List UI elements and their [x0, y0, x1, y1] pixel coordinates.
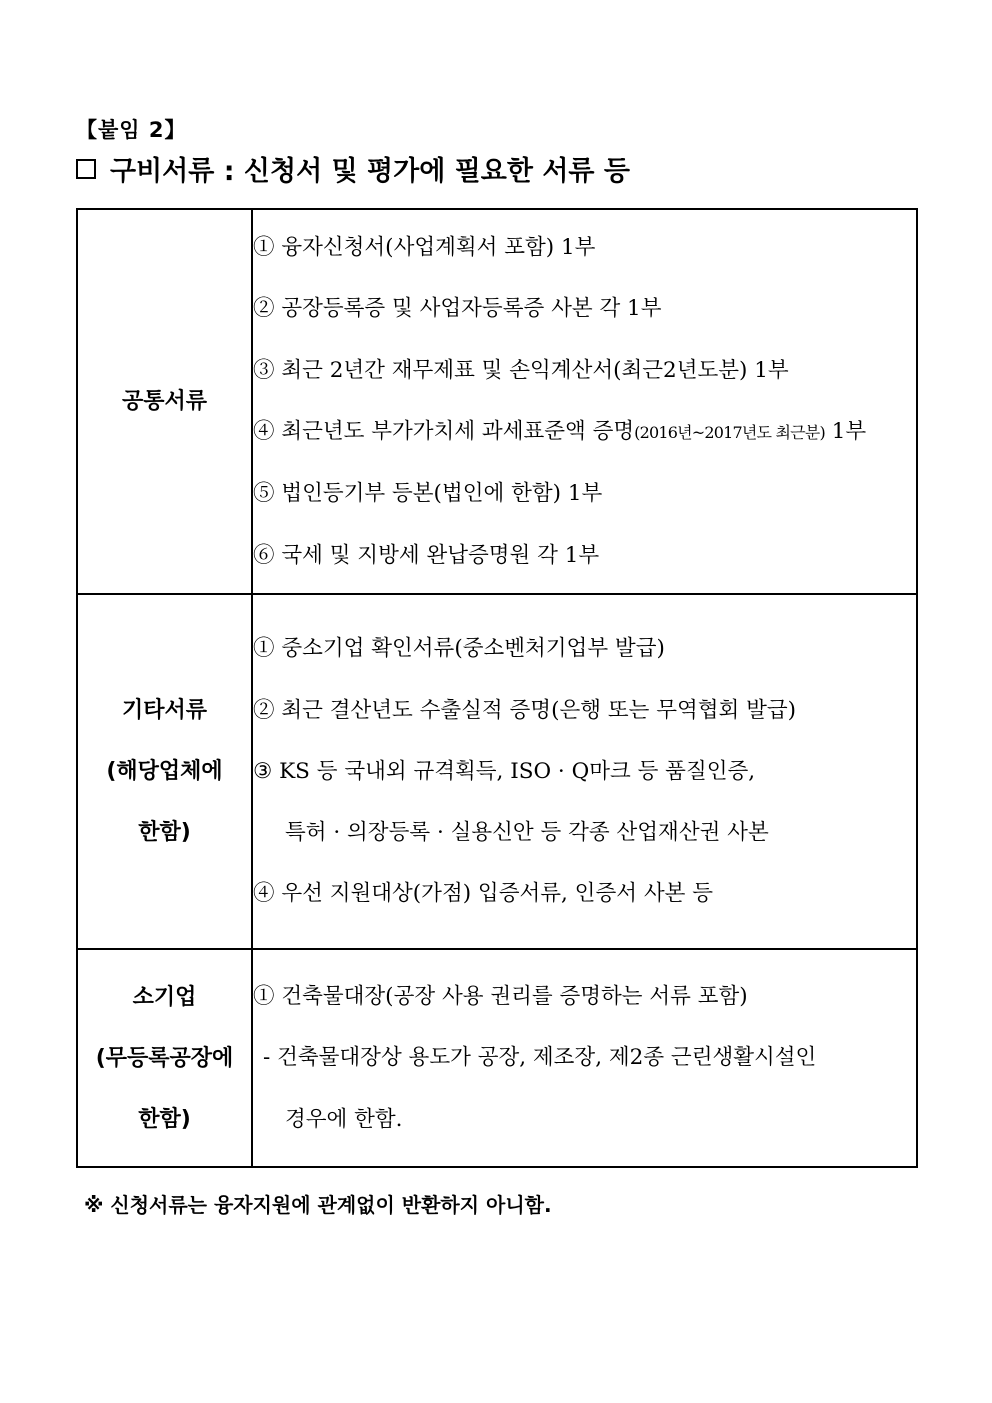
- list-item-note: - 건축물대장상 용도가 공장, 제조장, 제2종 근린생활시설인: [263, 1045, 817, 1071]
- label-line: 공통서류: [121, 389, 207, 414]
- list-item: ① 융자신청서(사업계획서 포함) 1부: [253, 235, 596, 261]
- list-item-small-text: (2016년~2017년도 최근분): [634, 423, 825, 442]
- table-row-other: [77, 594, 917, 949]
- row-label-small-business: [77, 949, 252, 1167]
- list-item: ③ 최근 2년간 재무제표 및 손익계산서(최근2년도분) 1부: [253, 357, 789, 383]
- list-item: ② 최근 결산년도 수출실적 증명(은행 또는 무역협회 발급): [253, 697, 797, 723]
- list-item: ② 공장등록증 및 사업자등록증 사본 각 1부: [253, 296, 662, 322]
- list-item-suffix: 1부: [824, 419, 867, 444]
- list-item: ⑥ 국세 및 지방세 완납증명원 각 1부: [253, 542, 600, 568]
- page-title: [76, 149, 630, 188]
- table-row-common: [77, 209, 917, 594]
- label-line: (해당업체에: [106, 759, 223, 784]
- list-item-text: ④ 최근년도 부가가치세 과세표준액 증명: [253, 419, 635, 444]
- list-item-continuation: 경우에 한함.: [285, 1106, 403, 1132]
- label-line: 한함): [138, 1106, 191, 1132]
- row-items-other: [252, 594, 917, 949]
- row-items-common: [252, 209, 917, 594]
- list-item-continuation: 특허 · 의장등록 · 실용신안 등 각종 산업재산권 사본: [285, 820, 769, 846]
- label-line: 한함): [138, 820, 191, 845]
- list-item: ① 건축물대장(공장 사용 권리를 증명하는 서류 포함): [253, 984, 748, 1010]
- label-line: 기타서류: [121, 698, 207, 723]
- table-row-small-business: [77, 949, 917, 1167]
- row-label-common: [77, 209, 252, 594]
- list-item: ④ 우선 지원대상(가점) 입증서류, 인증서 사본 등: [253, 881, 713, 907]
- checkbox-square-icon: [76, 159, 96, 179]
- label-line: 소기업: [132, 984, 197, 1010]
- list-item: ③ KS 등 국내외 규격획득, ISO · Q마크 등 품질인증,: [253, 758, 756, 784]
- row-items-small-business: [252, 949, 917, 1167]
- list-item: [253, 401, 916, 463]
- label-line: (무등록공장에: [95, 1045, 234, 1071]
- row-label-other: [77, 594, 252, 949]
- attachment-label: 【붙임 2】: [76, 118, 187, 142]
- list-item: ⑤ 법인등기부 등본(법인에 한함) 1부: [253, 481, 603, 507]
- page-title-text: 구비서류 : 신청서 및 평가에 필요한 서류 등: [110, 156, 630, 187]
- footnote: ※ 신청서류는 융자지원에 관계없이 반환하지 아니함.: [84, 1193, 552, 1217]
- required-documents-table: [76, 208, 918, 1168]
- list-item: ① 중소기업 확인서류(중소벤처기업부 발급): [253, 636, 665, 662]
